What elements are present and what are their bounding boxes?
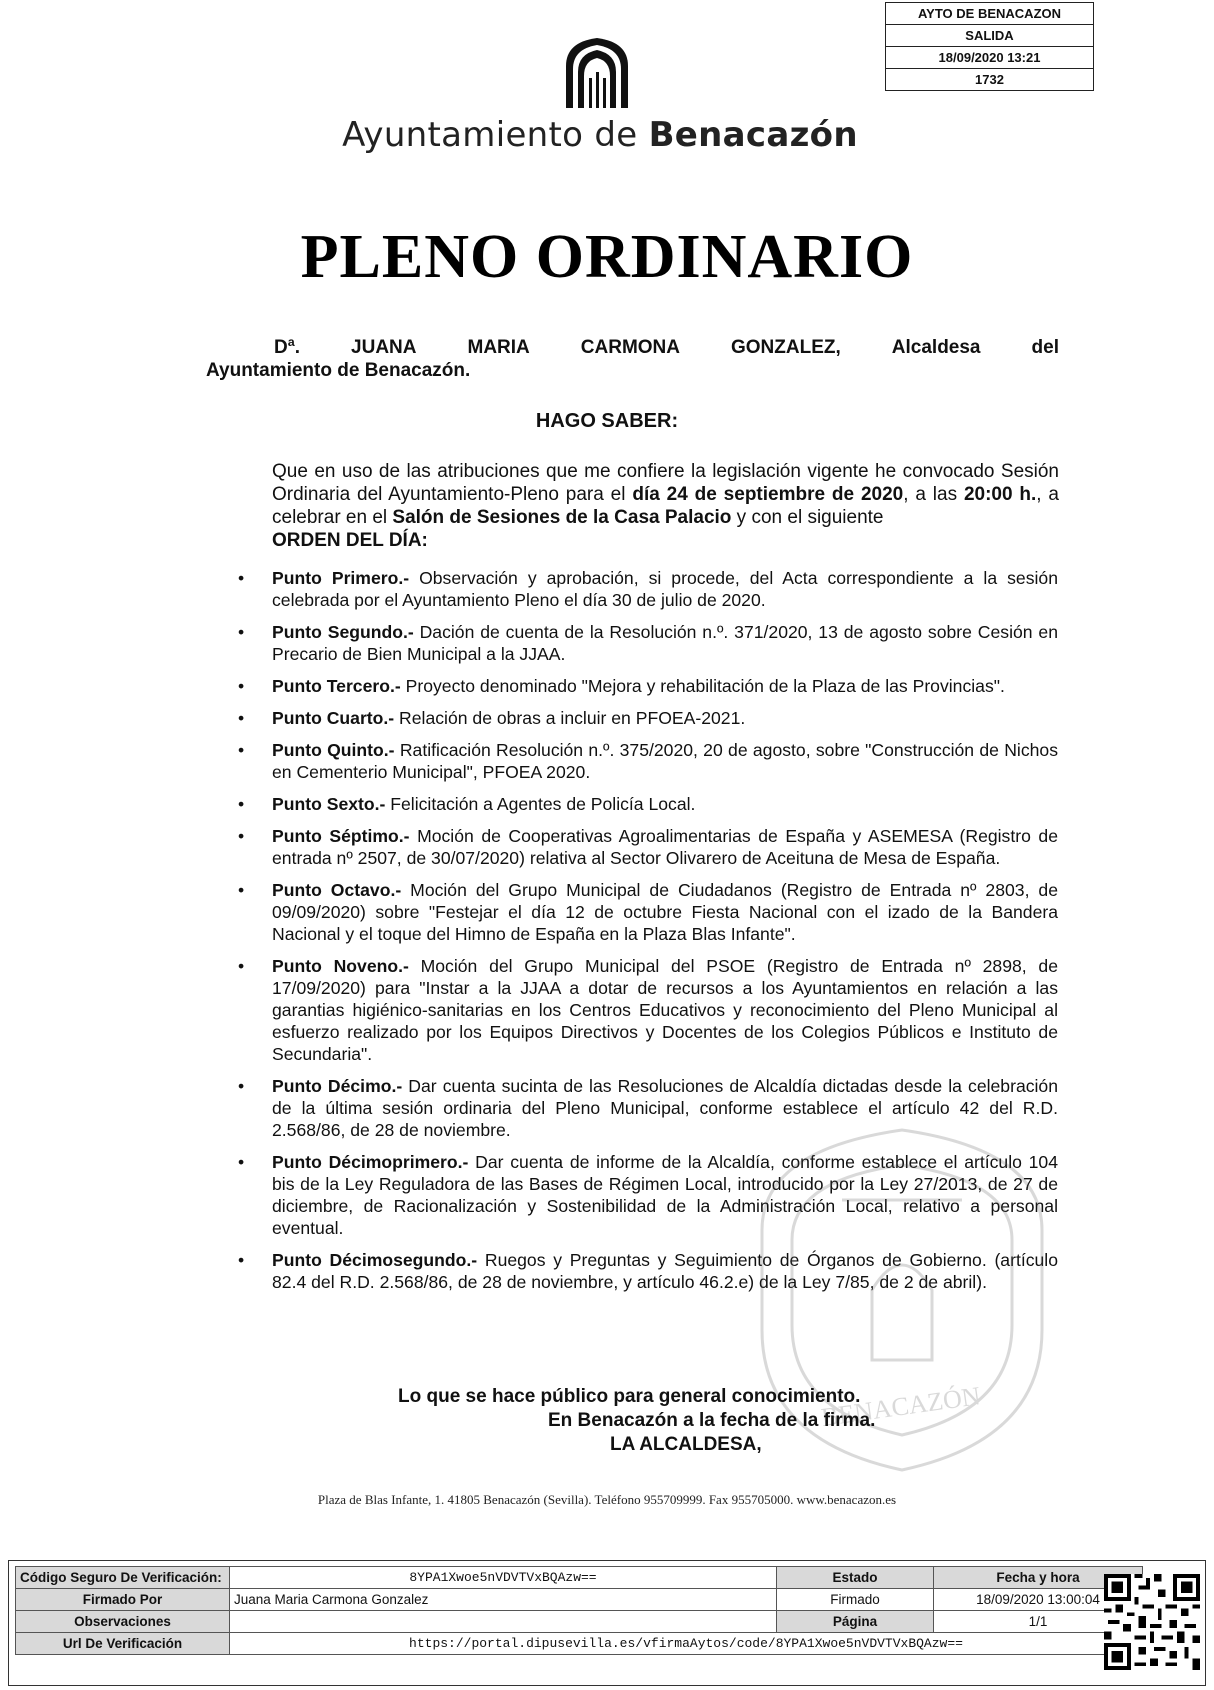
agenda-item-label: Punto Sexto.-: [272, 794, 386, 814]
agenda-item-text: Dar cuenta sucinta de las Resoluciones de Alcaldía dictadas desde la celebración de la última sesión ordinaria del Pleno Municipal, conforme establece el artículo 42 del R.D. 2.568/86, de 28 de noviembre.: [272, 1076, 1058, 1140]
agenda-item-label: Punto Décimo.-: [272, 1076, 403, 1096]
closing-line-1: Lo que se hace público para general conocimiento.: [398, 1386, 861, 1407]
agenda-item-text: Ratificación Resolución n.º. 375/2020, 20 de agosto, sobre "Construcción de Nichos en Cementerio Municipal", PFOEA 2020.: [272, 740, 1058, 782]
seal-text: BENACAZÓN: [819, 1381, 983, 1433]
addressee-word: Dª.: [274, 337, 301, 358]
qr-code-icon[interactable]: [1104, 1567, 1200, 1677]
footer-address: Plaza de Blas Infante, 1. 41805 Benacazón (Sevilla). Teléfono 955709999. Fax 955705000. www.benacazon.es: [317, 1492, 897, 1507]
closing-line-2: En Benacazón a la fecha de la firma.: [548, 1410, 876, 1431]
intro-text: , a celebrar en el: [272, 484, 1060, 528]
logo-wordmark: [300, 115, 900, 155]
addressee-word: Alcaldesa: [891, 337, 981, 358]
firmado-por-value: Juana Maria Carmona Gonzalez: [230, 1589, 777, 1611]
agenda-item: [238, 567, 1058, 611]
agenda-item-label: Punto Séptimo.-: [272, 826, 410, 846]
fecha-value: 18/09/2020 13:00:04: [934, 1589, 1143, 1611]
intro-text: y con el siguiente: [731, 507, 884, 528]
verification-url[interactable]: https://portal.dipusevilla.es/vfirmaAytos/code/8YPA1Xwoe5nVDVTVxBQAzw==: [230, 1633, 1143, 1655]
stamp-office: AYTO DE BENACAZON: [917, 6, 1062, 21]
agenda-item: [238, 879, 1058, 945]
agenda-item-text: Ruegos y Preguntas y Seguimiento de Órganos de Gobierno. (artículo 82.4 del R.D. 2.568/86, de 28 de noviembre, y artículo 46.2.e) de la Ley 7/85, de 2 de abril).: [272, 1250, 1058, 1292]
agenda-item: [238, 621, 1058, 665]
hago-saber-heading: HAGO SABER:: [535, 410, 679, 432]
agenda-item-text: Moción del Grupo Municipal de Ciudadanos (Registro de Entrada nº 2803, de 09/09/2020) sobre "Festejar el día 12 de octubre Fiesta Nacional con el izado de la Bandera Nacional y el toque del Himno de España en la Plaza Blas Infante".: [272, 880, 1058, 944]
arch-icon: [562, 36, 632, 108]
logo-prefix: Ayuntamiento de: [342, 115, 649, 155]
verification-table: [15, 1566, 1143, 1655]
agenda-item: [238, 955, 1058, 1065]
session-time: 20:00 h.: [963, 484, 1037, 505]
agenda-item-label: Punto Primero.-: [272, 568, 410, 588]
session-date: día 24 de septiembre de 2020: [632, 484, 904, 505]
url-label: Url De Verificación: [16, 1633, 230, 1655]
agenda-item-text: Moción de Cooperativas Agroalimentarias de España y ASEMESA (Registro de entrada nº 2507, de 30/07/2020) relativa al Sector Olivarero de Aceituna de Mesa de España.: [272, 826, 1058, 868]
addressee-word: GONZALEZ,: [731, 337, 841, 358]
intro-text: , a las: [903, 484, 964, 505]
intro-paragraph: [206, 460, 1059, 552]
fecha-label: Fecha y hora: [934, 1567, 1143, 1589]
estado-value: Firmado: [777, 1589, 934, 1611]
pagina-value: 1/1: [934, 1611, 1143, 1633]
addressee-word: CARMONA: [580, 337, 680, 358]
stamp-type: SALIDA: [886, 24, 1093, 46]
agenda-item-label: Punto Décimosegundo.-: [272, 1250, 478, 1270]
agenda-item-label: Punto Décimoprimero.-: [272, 1152, 469, 1172]
csv-label: Código Seguro De Verificación:: [16, 1567, 230, 1589]
csv-value: 8YPA1Xwoe5nVDVTVxBQAzw==: [230, 1567, 777, 1589]
logo-name: Benacazón: [648, 115, 858, 155]
agenda-item-label: Punto Octavo.-: [272, 880, 402, 900]
agenda-item-label: Punto Cuarto.-: [272, 708, 395, 728]
agenda-item: [238, 793, 1058, 815]
page-title: PLENO ORDINARIO: [300, 223, 914, 291]
addressee-word: del: [1031, 337, 1059, 358]
intro-text: Que en uso de las atribuciones que me confiere la legislación vigente he convocado Sesión Ordinaria del Ayuntamiento-Pleno para el: [272, 461, 1059, 505]
addressee-line-2: Ayuntamiento de Benacazón.: [206, 360, 471, 381]
agenda-item: [238, 675, 1058, 697]
agenda-item-text: Proyecto denominado "Mejora y rehabilitación de la Plaza de las Provincias".: [400, 676, 1005, 696]
agenda-item: [238, 825, 1058, 869]
stamp-datetime: 18/09/2020 13:21: [886, 46, 1093, 68]
agenda-item-text: Observación y aprobación, si procede, del Acta correspondiente a la sesión celebrada por el Ayuntamiento Pleno el día 30 de julio de 2020.: [272, 568, 1058, 610]
agenda-item: [238, 707, 1058, 729]
agenda-item-label: Punto Segundo.-: [272, 622, 414, 642]
session-place: Salón de Sesiones de la Casa Palacio: [392, 507, 732, 528]
agenda-item-label: Punto Tercero.-: [272, 676, 401, 696]
agenda-item: [238, 739, 1058, 783]
agenda-item-text: Dar cuenta de informe de la Alcaldía, conforme establece el artículo 104 bis de la Ley Reguladora de las Bases de Régimen Local, introducido por la Ley 27/2013, de 27 de diciembre, de Racionalización y Sostenibilidad de la Administración Local, relativo a personal eventual.: [272, 1152, 1058, 1238]
agenda-item-text: Felicitación a Agentes de Policía Local.: [385, 794, 696, 814]
agenda-item-label: Punto Quinto.-: [272, 740, 395, 760]
orden-del-dia-heading: ORDEN DEL DÍA:: [272, 530, 428, 551]
estado-label: Estado: [777, 1567, 934, 1589]
addressee-line-1: [206, 336, 1059, 359]
addressee-word: JUANA: [351, 337, 417, 358]
addressee: [206, 336, 1059, 382]
agenda-item-text: Relación de obras a incluir en PFOEA-2021.: [394, 708, 746, 728]
closing-signature-title: LA ALCALDESA,: [610, 1434, 762, 1455]
agenda-item-text: Moción del Grupo Municipal del PSOE (Registro de Entrada nº 2898, de 17/09/2020) para "Instar a la JJAA a dotar de recursos a los Ayuntamientos en relación a las garantias higiénico-sanitarias en los Centros Educativos y reconocimiento del Pleno Municipal al esfuerzo realizado por los Equipos Directivos y Docentes de los Colegios Públicos e Instituto de Secundaria".: [272, 956, 1058, 1064]
agenda-item-label: Punto Noveno.-: [272, 956, 409, 976]
registry-stamp: [885, 2, 1094, 91]
pagina-label: Página: [777, 1611, 934, 1633]
addressee-word: MARIA: [467, 337, 530, 358]
observaciones-label: Observaciones: [16, 1611, 230, 1633]
observaciones-value: [230, 1611, 777, 1633]
firmado-por-label: Firmado Por: [16, 1589, 230, 1611]
verification-box: [8, 1560, 1206, 1686]
agenda-item-text: Dación de cuenta de la Resolución n.º. 371/2020, 13 de agosto sobre Cesión en Precario de Bien Municipal a la JJAA.: [272, 622, 1058, 664]
stamp-number: 1732: [886, 68, 1093, 90]
